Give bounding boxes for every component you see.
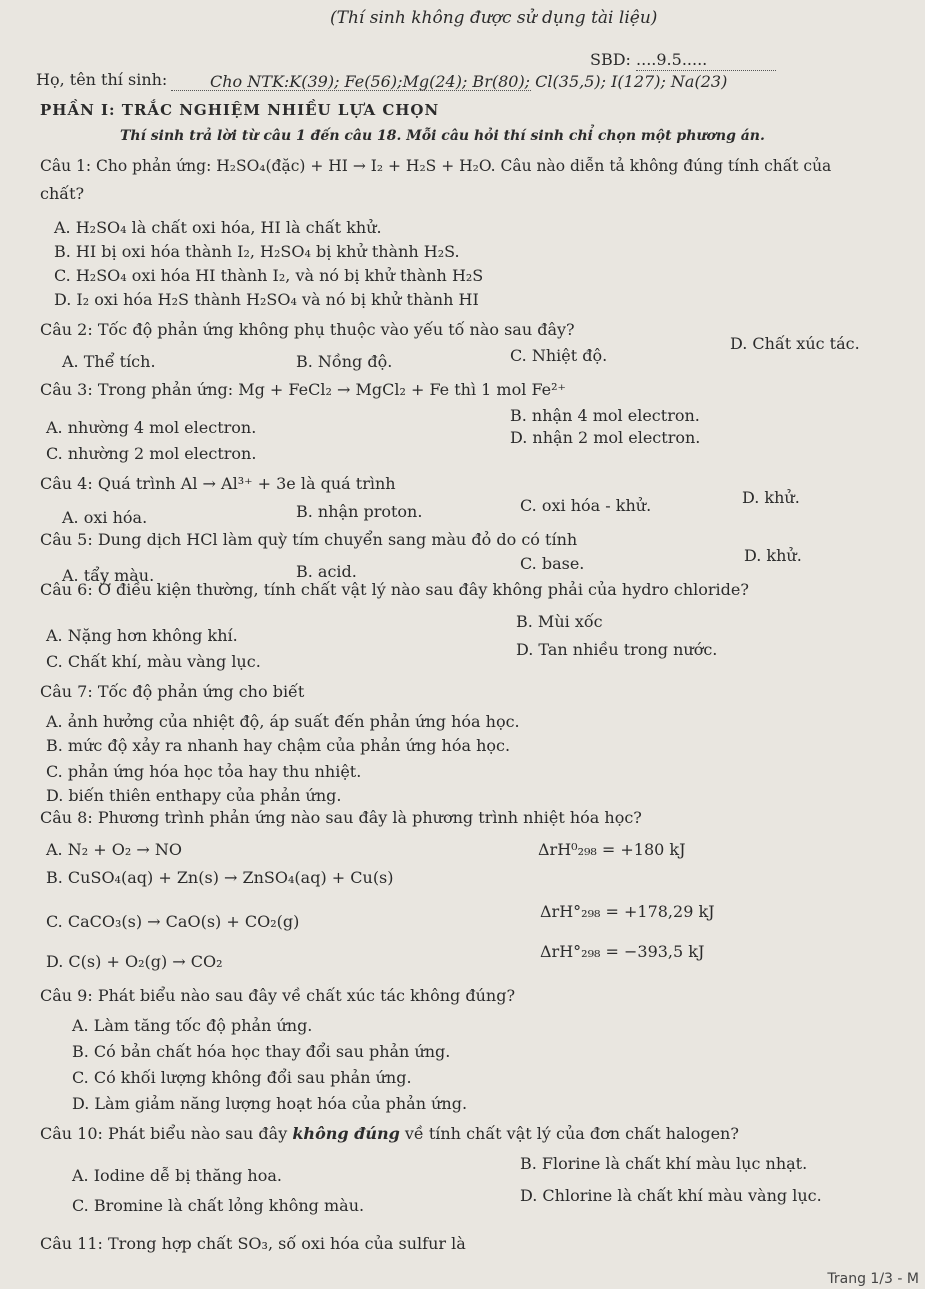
q2-option-c[interactable]: C. Nhiệt độ. (510, 346, 608, 365)
name-label-text: Họ, tên thí sinh: (36, 70, 168, 89)
q1-option-d[interactable]: D. I₂ oxi hóa H₂S thành H₂SO₄ và nó bị khử thành HI (54, 290, 479, 309)
q9-option-a[interactable]: A. Làm tăng tốc độ phản ứng. (72, 1016, 313, 1035)
q1-stem: Câu 1: Cho phản ứng: H₂SO₄(đặc) + HI → I₂ + H₂S + H₂O. Câu nào diễn tả không đúng tính chất của (40, 157, 832, 175)
q1-option-c[interactable]: C. H₂SO₄ oxi hóa HI thành I₂, và nó bị khử thành H₂S (54, 266, 484, 285)
q5-option-c[interactable]: C. base. (520, 554, 585, 573)
q7-option-b[interactable]: B. mức độ xảy ra nhanh hay chậm của phản ứng hóa học. (46, 736, 511, 755)
q8-enthalpy-c: ΔrH°₂₉₈ = +178,29 kJ (540, 902, 715, 921)
q1-stem-cont: chất? (40, 184, 85, 203)
q9-stem: Câu 9: Phát biểu nào sau đây về chất xúc tác không đúng? (40, 986, 516, 1005)
q4-option-c[interactable]: C. oxi hóa - khử. (520, 496, 652, 515)
page-number: Trang 1/3 - M (827, 1271, 919, 1287)
q10-stem-pre: Câu 10: Phát biểu nào sau đây (40, 1124, 293, 1143)
q6-stem: Câu 6: Ở điều kiện thường, tính chất vật lý nào sau đây không phải của hydro chloride? (40, 580, 749, 599)
q8-option-c[interactable]: C. CaCO₃(s) → CaO(s) + CO₂(g) (46, 912, 300, 931)
q8-stem: Câu 8: Phương trình phản ứng nào sau đây là phương trình nhiệt hóa học? (40, 808, 642, 827)
q1-option-a[interactable]: A. H₂SO₄ là chất oxi hóa, HI là chất khử. (54, 218, 382, 237)
q3-stem: Câu 3: Trong phản ứng: Mg + FeCl₂ → MgCl₂ + Fe thì 1 mol Fe²⁺ (40, 380, 566, 399)
q4-option-d[interactable]: D. khử. (742, 488, 800, 507)
q5-option-d[interactable]: D. khử. (744, 546, 802, 565)
q7-option-d[interactable]: D. biến thiên enthapy của phản ứng. (46, 786, 342, 805)
q8-enthalpy-a: ΔrH⁰₂₉₈ = +180 kJ (538, 840, 686, 859)
q5-option-a[interactable]: A. tẩy màu. (62, 566, 155, 585)
q4-option-a[interactable]: A. oxi hóa. (62, 508, 148, 527)
sbd-label: SBD: (590, 50, 631, 69)
q9-option-d[interactable]: D. Làm giảm năng lượng hoạt hóa của phản ứng. (72, 1094, 468, 1113)
section-title: PHẦN I: TRẮC NGHIỆM NHIỀU LỰA CHỌN (40, 101, 440, 119)
q10-option-a[interactable]: A. Iodine dễ bị thăng hoa. (72, 1166, 282, 1185)
q2-option-d[interactable]: D. Chất xúc tác. (730, 334, 860, 353)
q10-option-d[interactable]: D. Chlorine là chất khí màu vàng lục. (520, 1186, 822, 1205)
q8-enthalpy-d: ΔrH°₂₉₈ = −393,5 kJ (540, 942, 705, 961)
q3-option-b[interactable]: B. nhận 4 mol electron. (510, 406, 700, 425)
q10-option-b[interactable]: B. Florine là chất khí màu lục nhạt. (520, 1154, 808, 1173)
q3-option-a[interactable]: A. nhường 4 mol electron. (46, 418, 257, 437)
q9-option-c[interactable]: C. Có khối lượng không đổi sau phản ứng. (72, 1068, 412, 1087)
q7-stem: Câu 7: Tốc độ phản ứng cho biết (40, 682, 305, 701)
q10-stem-emphasis: không đúng (292, 1124, 400, 1143)
q10-stem-post: về tính chất vật lý của đơn chất halogen? (399, 1124, 739, 1143)
q8-option-b[interactable]: B. CuSO₄(aq) + Zn(s) → ZnSO₄(aq) + Cu(s) (46, 868, 394, 887)
atomic-masses: Cho NTK:K(39); Fe(56);Mg(24); Br(80); Cl(35,5); I(127); Na(23) (210, 72, 728, 91)
q5-stem: Câu 5: Dung dịch HCl làm quỳ tím chuyển sang màu đỏ do có tính (40, 530, 578, 549)
q4-option-b[interactable]: B. nhận proton. (296, 502, 423, 521)
q4-stem: Câu 4: Quá trình Al → Al³⁺ + 3e là quá trình (40, 474, 396, 493)
q8-option-a[interactable]: A. N₂ + O₂ → NO (46, 840, 182, 859)
q6-option-a[interactable]: A. Nặng hơn không khí. (46, 626, 238, 645)
q9-option-b[interactable]: B. Có bản chất hóa học thay đổi sau phản ứng. (72, 1042, 451, 1061)
sbd-value: ....9.5..... (636, 50, 776, 71)
q3-option-c[interactable]: C. nhường 2 mol electron. (46, 444, 257, 463)
section-instruction: Thí sinh trả lời từ câu 1 đến câu 18. Mỗi câu hỏi thí sinh chỉ chọn một phương án. (120, 128, 765, 144)
q3-option-d[interactable]: D. nhận 2 mol electron. (510, 428, 701, 447)
q10-option-c[interactable]: C. Bromine là chất lỏng không màu. (72, 1196, 365, 1215)
q10-stem (40, 1124, 739, 1144)
q2-stem: Câu 2: Tốc độ phản ứng không phụ thuộc vào yếu tố nào sau đây? (40, 320, 575, 339)
q2-option-a[interactable]: A. Thể tích. (62, 352, 156, 371)
q11-stem: Câu 11: Trong hợp chất SO₃, số oxi hóa của sulfur là (40, 1234, 466, 1253)
q7-option-a[interactable]: A. ảnh hưởng của nhiệt độ, áp suất đến phản ứng hóa học. (46, 712, 520, 731)
exam-note: (Thí sinh không được sử dụng tài liệu) (330, 8, 658, 28)
q6-option-d[interactable]: D. Tan nhiều trong nước. (516, 640, 718, 659)
q5-option-b[interactable]: B. acid. (296, 562, 357, 581)
q7-option-c[interactable]: C. phản ứng hóa học tỏa hay thu nhiệt. (46, 762, 362, 781)
q8-option-d[interactable]: D. C(s) + O₂(g) → CO₂ (46, 952, 223, 971)
sbd-field[interactable] (590, 50, 776, 71)
q6-option-b[interactable]: B. Mùi xốc (516, 612, 603, 631)
q2-option-b[interactable]: B. Nồng độ. (296, 352, 393, 371)
q1-option-b[interactable]: B. HI bị oxi hóa thành I₂, H₂SO₄ bị khử thành H₂S. (54, 242, 460, 261)
q6-option-c[interactable]: C. Chất khí, màu vàng lục. (46, 652, 261, 671)
